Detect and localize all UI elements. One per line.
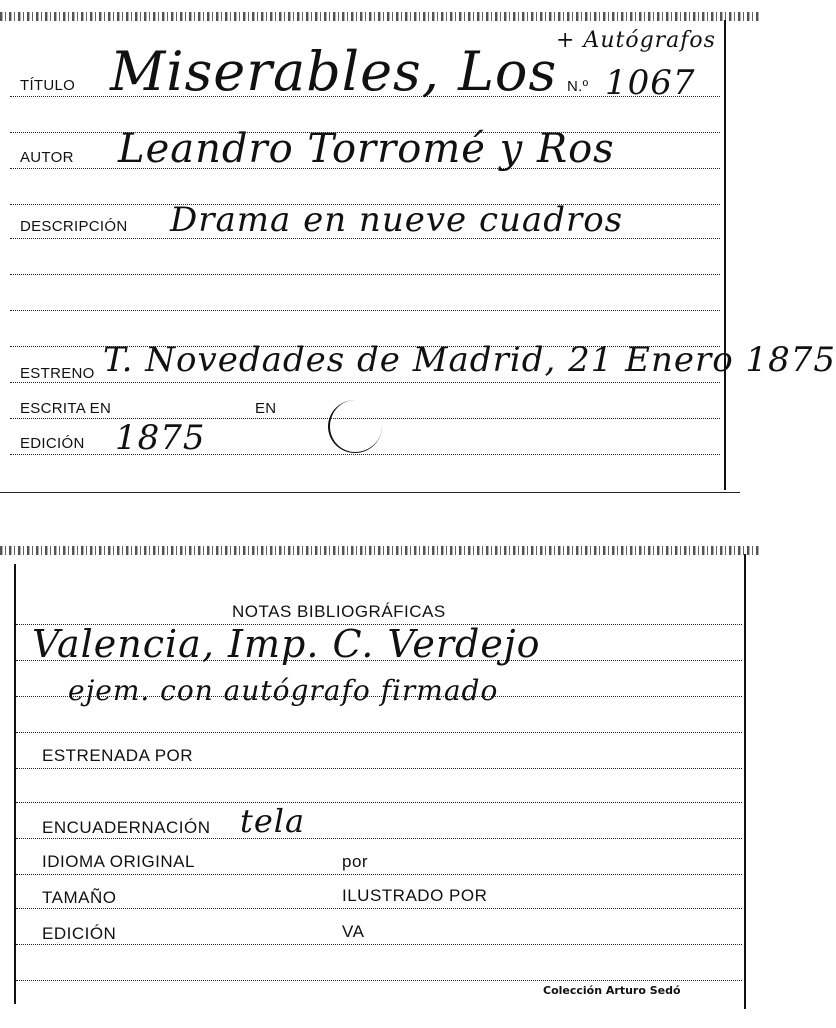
estrenada-por-label: ESTRENADA POR <box>42 746 194 765</box>
titulo-value: Miserables, Los <box>110 40 558 103</box>
notas-line-2: ejem. con autógrafo firmado <box>68 674 499 707</box>
notas-heading: NOTAS BIBLIOGRÁFICAS <box>232 602 446 621</box>
escrita-en-label: ESCRITA EN <box>20 400 112 417</box>
rule-line <box>16 732 742 733</box>
estreno-label: ESTRENO <box>20 365 95 382</box>
catalog-card-front <box>0 0 836 500</box>
por-label: por <box>342 852 369 871</box>
rule-line <box>16 768 742 769</box>
autor-label: AUTOR <box>20 149 74 166</box>
edicion-label: EDICIÓN <box>20 435 85 452</box>
rule-line <box>16 980 742 981</box>
card-bottom-edge <box>0 492 740 493</box>
rule-line <box>16 874 742 875</box>
idioma-original-label: IDIOMA ORIGINAL <box>42 852 195 871</box>
descripcion-label: DESCRIPCIÓN <box>20 218 128 235</box>
valor-label: VA <box>342 922 365 941</box>
catalog-card-back <box>0 540 759 1010</box>
rule-line <box>16 908 742 909</box>
card-right-edge <box>724 20 726 490</box>
tamano-label: TAMAÑO <box>42 888 117 907</box>
card-left-edge <box>14 564 16 1004</box>
autor-value: Leandro Torromé y Ros <box>118 126 615 172</box>
rule-line <box>16 802 742 803</box>
rule-line <box>10 310 720 311</box>
rule-line <box>10 274 720 275</box>
rule-line <box>16 838 742 839</box>
collection-footer: Colección Arturo Sedó <box>543 984 681 997</box>
punch-hole-mark <box>328 400 382 453</box>
estreno-value: T. Novedades de Madrid, 21 Enero 1875 <box>103 340 836 380</box>
edicion-value: 1875 <box>115 418 206 458</box>
numero-label: N.º <box>567 78 589 95</box>
ilustrado-por-label: ILUSTRADO POR <box>342 886 488 905</box>
descripcion-value: Drama en nueve cuadros <box>170 200 624 240</box>
torn-edge-top <box>0 12 759 21</box>
rule-line <box>10 382 720 383</box>
encuadernacion-value: tela <box>240 802 306 840</box>
back-edicion-label: EDICIÓN <box>42 924 117 943</box>
numero-value: 1067 <box>605 63 696 103</box>
en-label: EN <box>255 400 277 417</box>
card-right-edge <box>744 554 746 1009</box>
notas-line-1: Valencia, Imp. C. Verdejo <box>32 622 541 666</box>
rule-line <box>16 944 742 945</box>
encuadernacion-label: ENCUADERNACIÓN <box>42 818 211 837</box>
torn-edge-top <box>0 546 759 555</box>
titulo-label: TÍTULO <box>20 77 76 94</box>
note-autografos: + Autógrafos <box>556 28 716 53</box>
